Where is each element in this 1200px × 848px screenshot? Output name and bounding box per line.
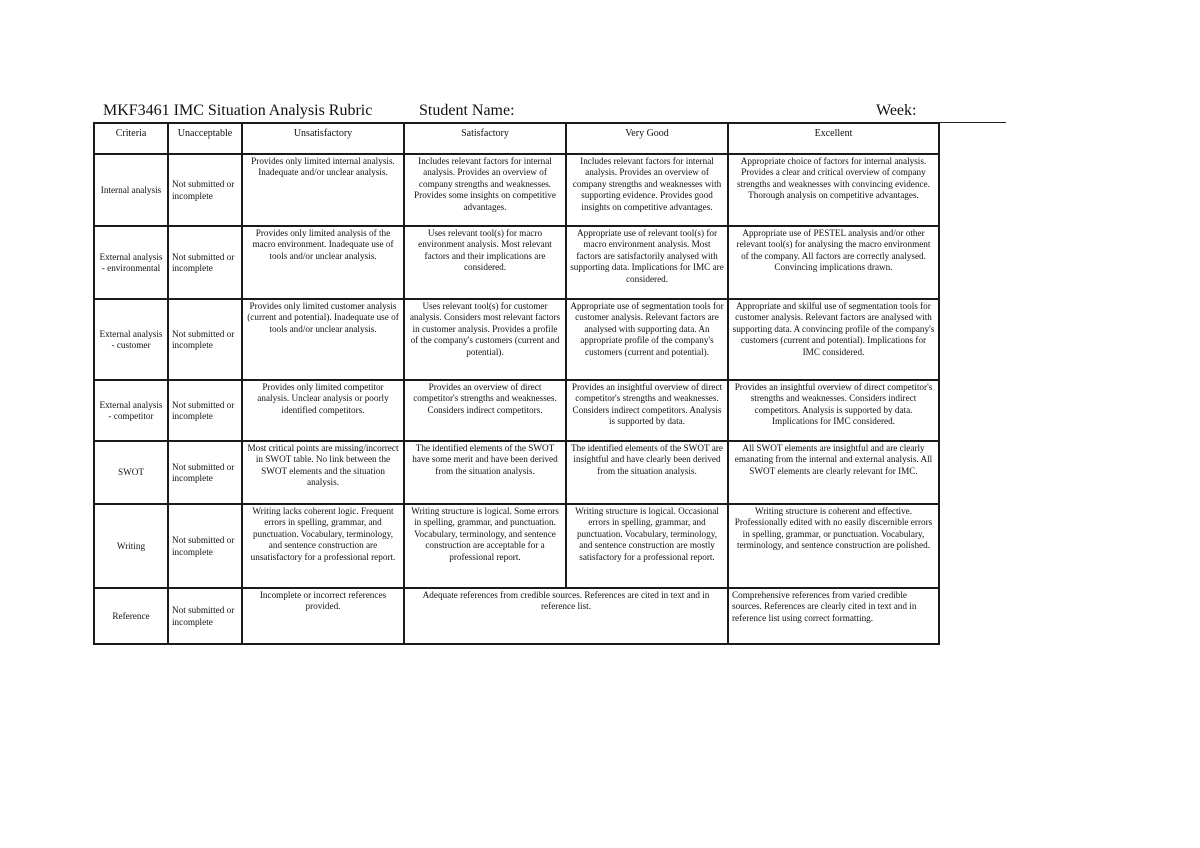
unacceptable-cell: Not submitted or incomplete [168,154,242,226]
criteria-cell: SWOT [94,441,168,504]
unacceptable-cell: Not submitted or incomplete [168,441,242,504]
rubric-header [93,100,1006,123]
satisfactory-cell: The identified elements of the SWOT have some merit and have been derived from the situation analysis. [404,441,566,504]
very-good-cell: The identified elements of the SWOT are insightful and have clearly been derived from the situation analysis. [566,441,728,504]
excellent-cell: Writing structure is coherent and effective. Professionally edited with no easily discernible errors in spelling, grammar, or punctuation. Vocabulary, terminology, and sentence construction are polished. [728,504,939,588]
criteria-cell: Reference [94,588,168,644]
unsatisfactory-cell: Provides only limited customer analysis (current and potential). Inadequate use of tools and/or unclear analysis. [242,299,404,380]
table-row [94,226,939,299]
criteria-cell: Writing [94,504,168,588]
unacceptable-cell: Not submitted or incomplete [168,226,242,299]
unacceptable-cell: Not submitted or incomplete [168,588,242,644]
table-header-row [94,123,939,154]
very-good-cell: Appropriate use of relevant tool(s) for macro environment analysis. Most factors are satisfactorily analysed with supporting data. Implications for IMC are considered. [566,226,728,299]
unacceptable-cell: Not submitted or incomplete [168,504,242,588]
excellent-cell: Provides an insightful overview of direct competitor's strengths and weaknesses. Considers indirect competitors. Analysis is supported by data. Implications for IMC considered. [728,380,939,441]
table-row [94,441,939,504]
satisfactory-cell: Uses relevant tool(s) for customer analysis. Considers most relevant factors in customer analysis. Provides a profile of the company's customers (current and potential). [404,299,566,380]
criteria-cell: Internal analysis [94,154,168,226]
unsatisfactory-cell: Most critical points are missing/incorrect in SWOT table. No link between the SWOT elements and the situation analysis. [242,441,404,504]
student-name-label: Student Name: [419,102,515,119]
satisfactory-cell: Uses relevant tool(s) for macro environment analysis. Most relevant factors and their implications are considered. [404,226,566,299]
very-good-cell: Appropriate use of segmentation tools for customer analysis. Relevant factors are analysed with supporting data. An appropriate profile of the company's customers (current and potential). [566,299,728,380]
excellent-cell: Comprehensive references from varied credible sources. References are clearly cited in text and in reference list using correct formatting. [728,588,939,644]
table-row [94,380,939,441]
document-title: MKF3461 IMC Situation Analysis Rubric [103,102,373,119]
week-label: Week: [876,102,917,119]
column-header-very-good: Very Good [566,123,728,154]
unsatisfactory-cell: Provides only limited competitor analysis. Unclear analysis or poorly identified competitors. [242,380,404,441]
unsatisfactory-cell: Incomplete or incorrect references provided. [242,588,404,644]
satisfactory-cell: Includes relevant factors for internal analysis. Provides an overview of company strengths and weaknesses. Provides some insights on competitive advantages. [404,154,566,226]
column-header-excellent: Excellent [728,123,939,154]
table-row [94,588,939,644]
satisfactory-very-good-cell: Adequate references from credible sources. References are cited in text and in reference list. [404,588,728,644]
criteria-cell: External analysis - competitor [94,380,168,441]
criteria-cell: External analysis - customer [94,299,168,380]
unacceptable-cell: Not submitted or incomplete [168,299,242,380]
excellent-cell: Appropriate choice of factors for internal analysis. Provides a clear and critical overview of company strengths and weaknesses with convincing evidence. Thorough analysis on competitive advantages. [728,154,939,226]
very-good-cell: Writing structure is logical. Occasional errors in spelling, grammar, and punctuation. Vocabulary, terminology, and sentence construction are mostly satisfactory for a professional report. [566,504,728,588]
column-header-satisfactory: Satisfactory [404,123,566,154]
rubric-table [93,122,940,645]
column-header-unacceptable: Unacceptable [168,123,242,154]
unsatisfactory-cell: Provides only limited analysis of the macro environment. Inadequate use of tools and/or unclear analysis. [242,226,404,299]
satisfactory-cell: Writing structure is logical. Some errors in spelling, grammar, and punctuation. Vocabulary, terminology, and sentence construction are acceptable for a professional report. [404,504,566,588]
excellent-cell: Appropriate use of PESTEL analysis and/or other relevant tool(s) for analysing the macro environment of the company. All factors are correctly analysed. Convincing implications drawn. [728,226,939,299]
table-row [94,299,939,380]
unsatisfactory-cell: Provides only limited internal analysis. Inadequate and/or unclear analysis. [242,154,404,226]
column-header-unsatisfactory: Unsatisfactory [242,123,404,154]
very-good-cell: Provides an insightful overview of direct competitor's strengths and weaknesses. Considers indirect competitors. Analysis is supported by data. [566,380,728,441]
excellent-cell: All SWOT elements are insightful and are clearly emanating from the internal and external analysis. All SWOT elements are clearly relevant for IMC. [728,441,939,504]
table-row [94,154,939,226]
criteria-cell: External analysis - environmental [94,226,168,299]
column-header-criteria: Criteria [94,123,168,154]
satisfactory-cell: Provides an overview of direct competitor's strengths and weaknesses. Considers indirect competitors. [404,380,566,441]
table-row [94,504,939,588]
very-good-cell: Includes relevant factors for internal analysis. Provides an overview of company strengths and weaknesses with supporting evidence. Provides good insights on competitive advantages. [566,154,728,226]
excellent-cell: Appropriate and skilful use of segmentation tools for customer analysis. Relevant factors are analysed with supporting data. A convincing profile of the company's customers (current and potential). Implications for IMC considered. [728,299,939,380]
unsatisfactory-cell: Writing lacks coherent logic. Frequent errors in spelling, grammar, and punctuation. Vocabulary, terminology, and sentence construction are unsatisfactory for a professional report. [242,504,404,588]
unacceptable-cell: Not submitted or incomplete [168,380,242,441]
